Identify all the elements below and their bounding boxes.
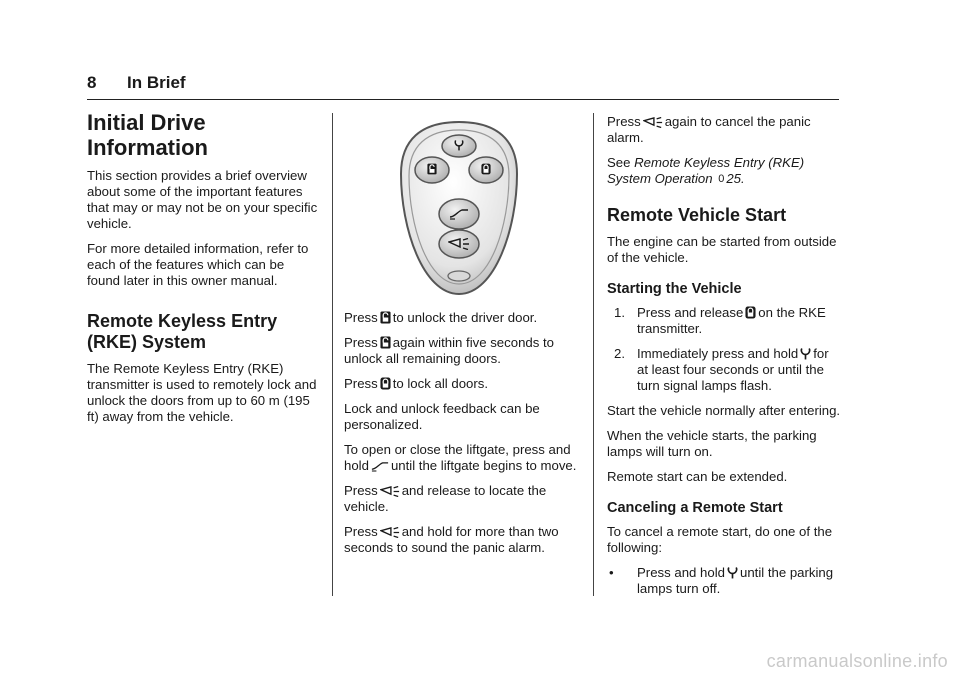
rke-operation-link[interactable]: Remote Keyless Entry (RKE) System Operation	[607, 155, 805, 186]
page-reference[interactable]: 25.	[726, 171, 745, 186]
panic-horn-icon	[380, 486, 400, 497]
cancel-list	[607, 565, 843, 597]
column-3	[607, 114, 843, 597]
parking-lamps-text: When the vehicle starts, the parking lamps will turn on.	[607, 428, 817, 459]
see-reference: See Remote Keyless Entry (RKE) System Operation 0 25.	[607, 155, 805, 186]
lock-icon	[380, 377, 391, 390]
panic-horn-icon	[380, 527, 400, 538]
key-fob-illustration	[399, 118, 519, 298]
page-number: 8	[87, 73, 97, 92]
page-header	[87, 71, 839, 100]
page-reference-icon: 0	[718, 173, 725, 185]
start-normally-text: Start the vehicle normally after entering.	[607, 403, 841, 418]
column-divider	[593, 113, 594, 596]
start-steps-list	[607, 305, 843, 394]
unlock-all-text: Press again within five seconds to unlock all remaining doors.	[344, 335, 554, 366]
rke-heading: Remote Keyless Entry (RKE) System	[87, 311, 278, 352]
remote-start-intro: The engine can be started from outside of the vehicle.	[607, 234, 837, 265]
list-item: 2. Immediately press and hold for at least four seconds or until the turn signal lamps flash.	[614, 346, 829, 393]
panic-alarm-text: Press and hold for more than two seconds to sound the panic alarm.	[344, 524, 559, 555]
liftgate-text: To open or close the liftgate, press and hold until the liftgate begins to move.	[344, 442, 577, 473]
list-item: 1. Press and release on the RKE transmitter.	[614, 305, 826, 336]
unlock-driver-text: Press to unlock the driver door.	[344, 310, 538, 325]
unlock-icon	[380, 311, 391, 324]
cancel-intro-text: To cancel a remote start, do one of the following:	[607, 524, 833, 555]
intro-paragraph: This section provides a brief overview about some of the important features that may or may not be on your specific vehicle.	[87, 168, 318, 231]
liftgate-icon	[371, 461, 389, 472]
extend-text: Remote start can be extended.	[607, 469, 788, 484]
panic-horn-icon	[643, 117, 663, 128]
lock-all-text: Press to lock all doors.	[344, 376, 489, 391]
remote-start-heading: Remote Vehicle Start	[607, 205, 787, 225]
feedback-text: Lock and unlock feedback can be personalized.	[344, 401, 540, 432]
detail-paragraph: For more detailed information, refer to each of the features which can be found later in this owner manual.	[87, 241, 309, 288]
initial-drive-heading: Initial Drive Information	[87, 110, 208, 160]
lock-icon	[745, 306, 756, 319]
starting-vehicle-heading: Starting the Vehicle	[607, 281, 742, 297]
list-item: • Press and hold until the parking lamps turn off.	[609, 565, 834, 596]
rke-paragraph: The Remote Keyless Entry (RKE) transmitter is used to remotely lock and unlock the doors from up to 60 m (195 ft) away from the vehicle.	[87, 361, 317, 424]
locate-vehicle-text: Press and release to locate the vehicle.	[344, 483, 547, 514]
column-divider	[332, 113, 333, 596]
cancel-remote-start-heading: Canceling a Remote Start	[607, 500, 783, 516]
column-1	[87, 110, 319, 434]
unlock-icon	[380, 336, 391, 349]
watermark: carmanualsonline.info	[766, 651, 948, 671]
remote-start-icon	[800, 347, 811, 360]
remote-start-icon	[727, 566, 738, 579]
section-title: In Brief	[127, 73, 186, 92]
cancel-panic-text: Press again to cancel the panic alarm.	[607, 114, 811, 145]
column-2	[344, 118, 580, 565]
